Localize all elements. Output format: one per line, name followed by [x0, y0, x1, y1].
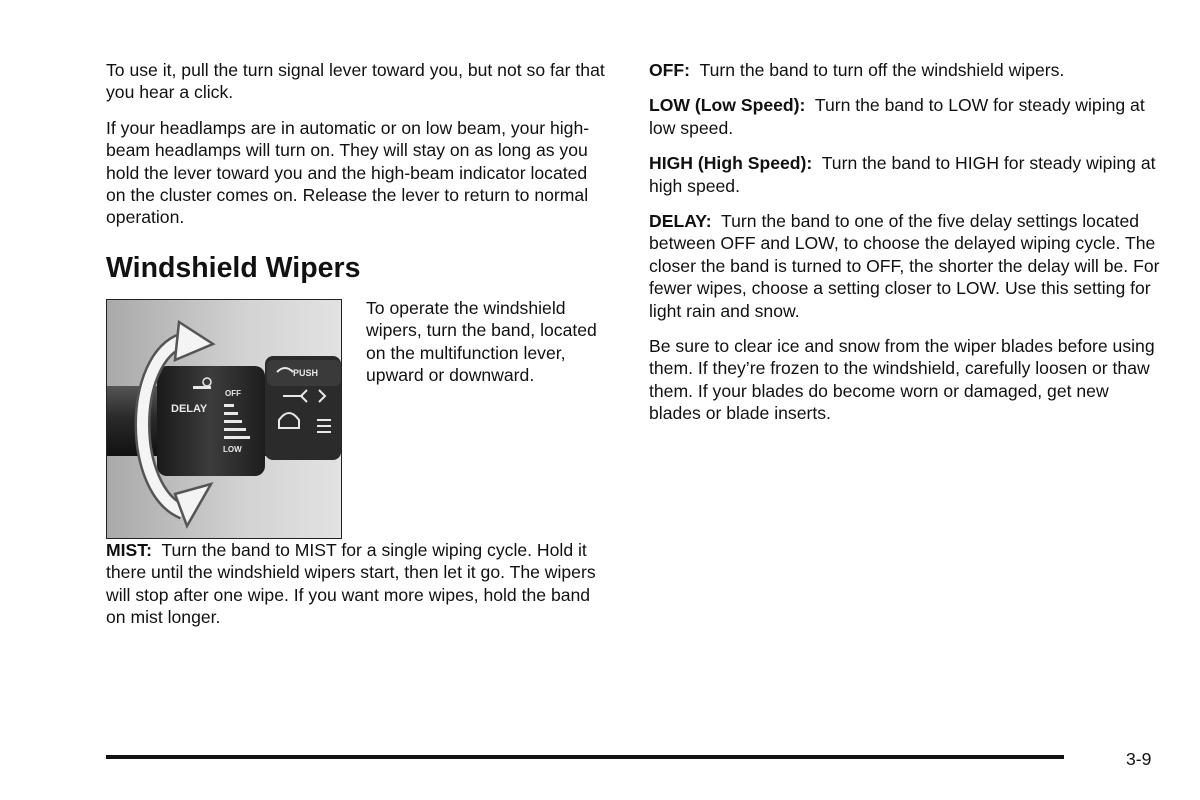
delay-term: DELAY: — [649, 211, 712, 232]
off-term: OFF: — [649, 60, 691, 80]
low-description: Turn the band to LOW for steady wiping at low speed. — [649, 95, 1145, 138]
ice-snow-paragraph: Be sure to clear ice and snow from the wiper blades before using them. If they’re frozen to the windshield, carefully loosen or thaw them. If your blades do become worn or damaged, get new blades or blade inserts. — [649, 336, 1155, 424]
low-term: LOW (Low Speed): — [649, 95, 806, 116]
page-number: 3-9 — [1126, 749, 1152, 769]
low-paragraph — [649, 94, 1164, 139]
low-marking: LOW — [223, 444, 242, 454]
high-description: Turn the band to HIGH for steady wiping at high speed. — [649, 153, 1156, 196]
push-marking: PUSH — [293, 367, 319, 378]
off-paragraph — [649, 59, 1164, 81]
figure-row — [106, 297, 611, 539]
off-description: Turn the band to turn off the windshield wipers. — [699, 60, 1065, 80]
wiper-lever-illustration — [106, 299, 342, 539]
high-beam-paragraph: If your headlamps are in automatic or on low beam, your high-beam headlamps will turn on. They will stay on as long as you hold the lever toward you and the high-beam indicator located on the cluster comes on. Release the lever to return to normal operation. — [106, 117, 590, 228]
figure-caption: To operate the windshield wipers, turn the band, located on the multifunction lever, upward or downward. — [366, 297, 597, 386]
footer-rule — [106, 755, 1064, 759]
mist-paragraph — [106, 539, 611, 629]
wiper-lever-graphic — [107, 300, 341, 538]
delay-paragraph — [649, 210, 1164, 322]
turn-signal-paragraph: To use it, pull the turn signal lever toward you, but not so far that you hear a click. — [106, 60, 605, 103]
high-paragraph — [649, 152, 1164, 197]
delay-marking: DELAY — [171, 402, 208, 415]
mist-term: MIST: — [106, 539, 152, 560]
mist-description: Turn the band to MIST for a single wiping cycle. Hold it there until the windshield wipers start, then let it go. The wipers will stop after one wipe. If you want more wipes, hold the band on mist longer. — [106, 539, 596, 628]
off-marking: OFF — [225, 388, 241, 398]
delay-description: Turn the band to one of the five delay settings located between OFF and LOW, to choose the delayed wiping cycle. The closer the band is turned to OFF, the shorter the delay will be. For fewer wipes, choose a setting closer to LOW. Use this setting for light rain and snow. — [649, 211, 1160, 321]
left-column — [106, 59, 611, 641]
right-column — [649, 59, 1164, 438]
high-term: HIGH (High Speed): — [649, 153, 813, 174]
windshield-wipers-heading: Windshield Wipers — [106, 251, 361, 284]
